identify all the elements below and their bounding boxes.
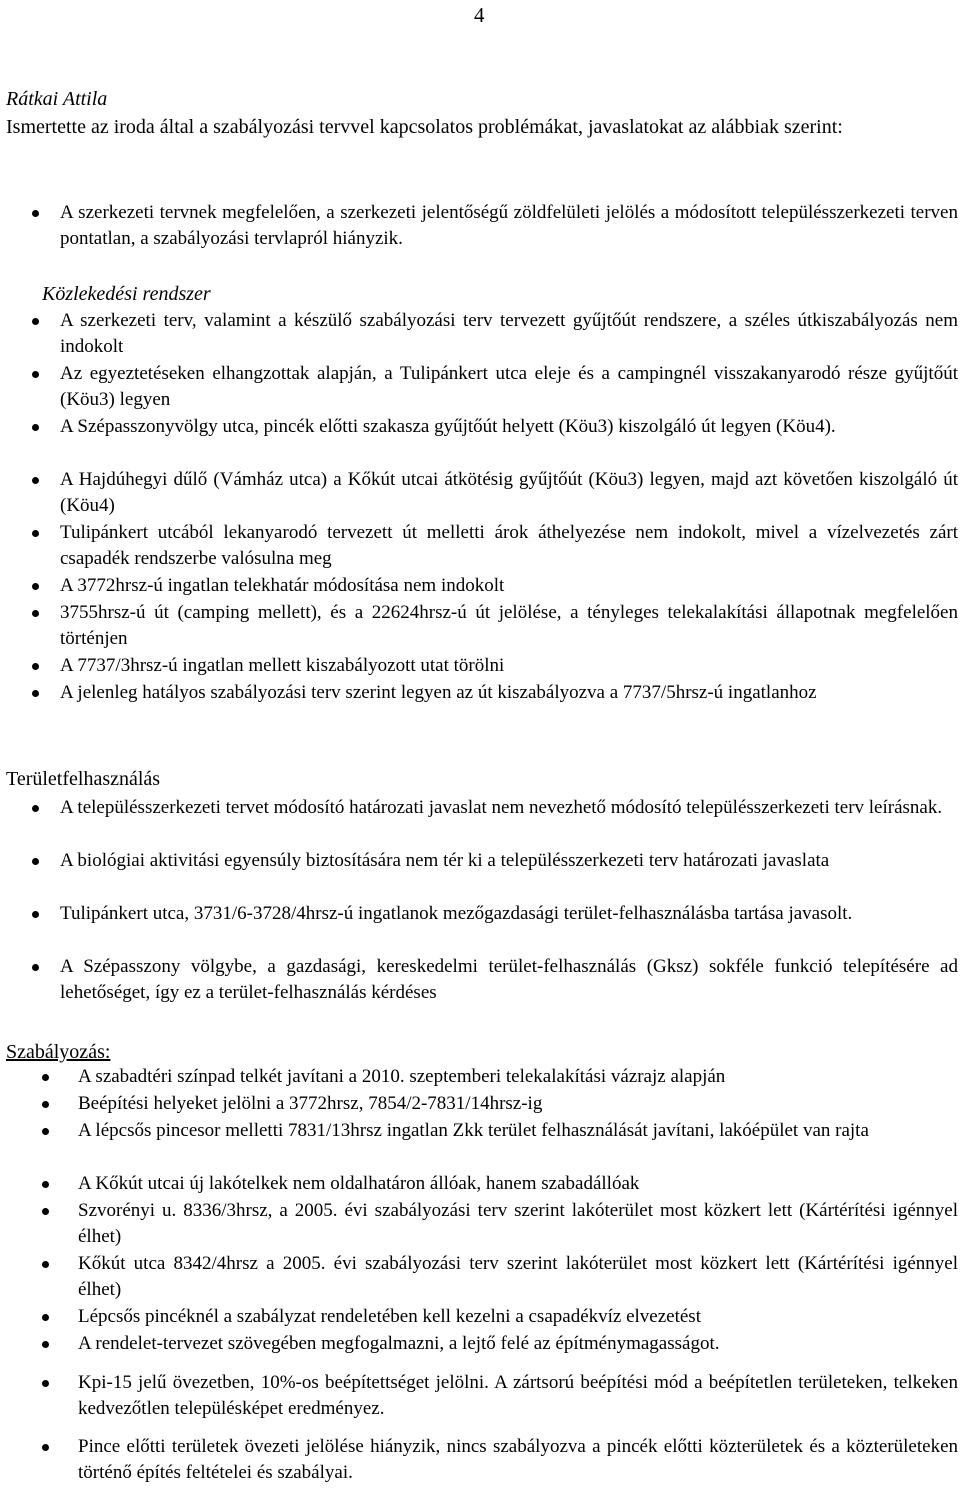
list-item-text: Tulipánkert utcából lekanyarodó tervezett út melletti árok áthelyezése nem indokolt, mivel a vízelvezetés zárt csapadék rendszerbe valósulna meg <box>60 522 958 569</box>
bullet-icon <box>32 371 39 378</box>
list-item-text: A szerkezeti terv, valamint a készülő szabályozási terv tervezett gyűjtőút rendszere, a széles útkiszabályozás nem indokolt <box>60 310 958 357</box>
list-item <box>78 1370 958 1434</box>
bullet-icon <box>42 1074 49 1081</box>
section-heading-szabalyozas: Szabályozás: <box>6 1041 111 1063</box>
list-item <box>60 200 958 252</box>
list-item <box>60 600 958 653</box>
section-heading-teruletfelhasznalas: Területfelhasználás <box>6 768 161 790</box>
section-list-teruletfelhasznalas <box>60 795 958 1007</box>
list-item <box>60 680 958 733</box>
list-item <box>78 1434 958 1487</box>
bullet-icon <box>32 610 39 617</box>
bullet-icon <box>32 964 39 971</box>
bullet-icon <box>32 911 39 918</box>
list-item-text: Kpi-15 jelű övezetben, 10%-os beépítettséget jelölni. A zártsorú beépítési mód a beépítetlen területeken, telkeken kedvezőtlen településképet eredményez. <box>78 1372 958 1419</box>
list-item <box>60 520 958 573</box>
list-item-text: A szerkezeti tervnek megfelelően, a szerkezeti jelentőségű zöldfelületi jelölés a módosított településszerkezeti terven pontatlan, a szabályozási tervlapról hiányzik. <box>60 202 958 249</box>
bullet-icon <box>32 663 39 670</box>
list-item <box>60 414 958 467</box>
list-item-text: Lépcsős pincéknél a szabályzat rendeletében kell kezelni a csapadékvíz elvezetést <box>78 1306 701 1327</box>
list-item <box>78 1251 958 1304</box>
list-item <box>78 1304 958 1331</box>
intro-paragraph: Ismertette az iroda által a szabályozási tervvel kapcsolatos problémákat, javaslatokat az alábbiak szerint: <box>6 116 843 138</box>
list-item-text: Beépítési helyeket jelölni a 3772hrsz, 7854/2-7831/14hrsz-ig <box>78 1093 543 1114</box>
author-name: Rátkai Attila <box>6 88 108 110</box>
list-item <box>60 795 958 848</box>
list-item-text: Kőkút utca 8342/4hrsz a 2005. évi szabályozási terv szerint lakóterület most közkert lett (Kártérítési igénnyel élhet) <box>78 1253 958 1300</box>
bullet-icon <box>32 318 39 325</box>
section-heading-kozlekedes: Közlekedési rendszer <box>42 283 211 305</box>
bullet-icon <box>32 530 39 537</box>
list-item <box>60 361 958 414</box>
list-item <box>60 954 958 1007</box>
list-item-text: A rendelet-tervezet szövegében megfogalmazni, a lejtő felé az építménymagasságot. <box>78 1333 720 1354</box>
list-item-text: A településszerkezeti tervet módosító határozati javaslat nem nevezhető módosító településszerkezeti terv leírásnak. <box>60 797 943 818</box>
bullet-icon <box>42 1444 49 1451</box>
bullet-icon <box>32 690 39 697</box>
list-item <box>78 1064 958 1091</box>
list-item <box>78 1118 958 1171</box>
bullet-icon <box>32 583 39 590</box>
list-item-text: A Hajdúhegyi dűlő (Vámház utca) a Kőkút utcai átkötésig gyűjtőút (Köu3) legyen, majd azt követően kiszolgáló út (Köu4) <box>60 469 958 516</box>
list-item-text: A Szépasszonyvölgy utca, pincék előtti szakasza gyűjtőút helyett (Köu3) kiszolgáló út legyen (Köu4). <box>60 416 836 437</box>
list-item <box>78 1331 958 1370</box>
list-item-text: A lépcsős pincesor melletti 7831/13hrsz ingatlan Zkk terület felhasználását javítani, lakóépület van rajta <box>78 1120 869 1141</box>
list-item <box>78 1171 958 1198</box>
list-item-text: Az egyeztetéseken elhangzottak alapján, a Tulipánkert utca eleje és a campingnél visszakanyarodó része gyűjtőút (Köu3) legyen <box>60 363 958 410</box>
bullet-icon <box>42 1261 49 1268</box>
bullet-icon <box>32 424 39 431</box>
bullet-icon <box>32 477 39 484</box>
intro-list <box>60 200 958 252</box>
list-item-text: 3755hrsz-ú út (camping mellett), és a 22624hrsz-ú út jelölése, a tényleges telekalakítási állapotnak megfelelően történjen <box>60 602 958 649</box>
list-item-text: A Szépasszony völgybe, a gazdasági, kereskedelmi terület-felhasználás (Gksz) sokféle funkció telepítésére ad lehetőséget, így ez a terület-felhasználás kérdéses <box>60 956 958 1003</box>
bullet-icon <box>42 1181 49 1188</box>
bullet-icon <box>32 858 39 865</box>
list-item-text: Pince előtti területek övezeti jelölése hiányzik, nincs szabályozva a pincék előtti közterületek és a közterületeken történő építés feltételei és szabályai. <box>78 1436 958 1483</box>
list-item-text: A biológiai aktivitási egyensúly biztosítására nem tér ki a településszerkezeti terv határozati javaslata <box>60 850 830 871</box>
bullet-icon <box>42 1341 49 1348</box>
section-list-kozlekedes <box>60 308 958 733</box>
list-item-text: A szabadtéri színpad telkét javítani a 2010. szeptemberi telekalakítási vázrajz alapján <box>78 1066 726 1087</box>
list-item-text: A Kőkút utcai új lakótelkek nem oldalhatáron állóak, hanem szabadállóak <box>78 1173 640 1194</box>
bullet-icon <box>32 805 39 812</box>
list-item-text: Szvorényi u. 8336/3hrsz, a 2005. évi szabályozási terv szerint lakóterület most közkert lett (Kártérítési igénnyel élhet) <box>78 1200 958 1247</box>
bullet-icon <box>42 1128 49 1135</box>
list-item <box>78 1091 958 1118</box>
section-list-szabalyozas <box>78 1064 958 1487</box>
list-item-text: Tulipánkert utca, 3731/6-3728/4hrsz-ú ingatlanok mezőgazdasági terület-felhasználásba tartása javasolt. <box>60 903 853 924</box>
list-item <box>60 467 958 520</box>
list-item <box>60 308 958 361</box>
list-item <box>60 653 958 680</box>
bullet-icon <box>42 1314 49 1321</box>
list-item-text: A 3772hrsz-ú ingatlan telekhatár módosítása nem indokolt <box>60 575 505 596</box>
list-item <box>60 901 958 954</box>
page-number: 4 <box>474 3 485 27</box>
bullet-icon <box>42 1101 49 1108</box>
bullet-icon <box>42 1208 49 1215</box>
list-item <box>60 573 958 600</box>
list-item-text: A jelenleg hatályos szabályozási terv szerint legyen az út kiszabályozva a 7737/5hrsz-ú ingatlanhoz <box>60 682 817 703</box>
list-item <box>78 1198 958 1251</box>
bullet-icon <box>32 210 39 217</box>
list-item-text: A 7737/3hrsz-ú ingatlan mellett kiszabályozott utat törölni <box>60 655 505 676</box>
list-item <box>60 848 958 901</box>
bullet-icon <box>42 1380 49 1387</box>
